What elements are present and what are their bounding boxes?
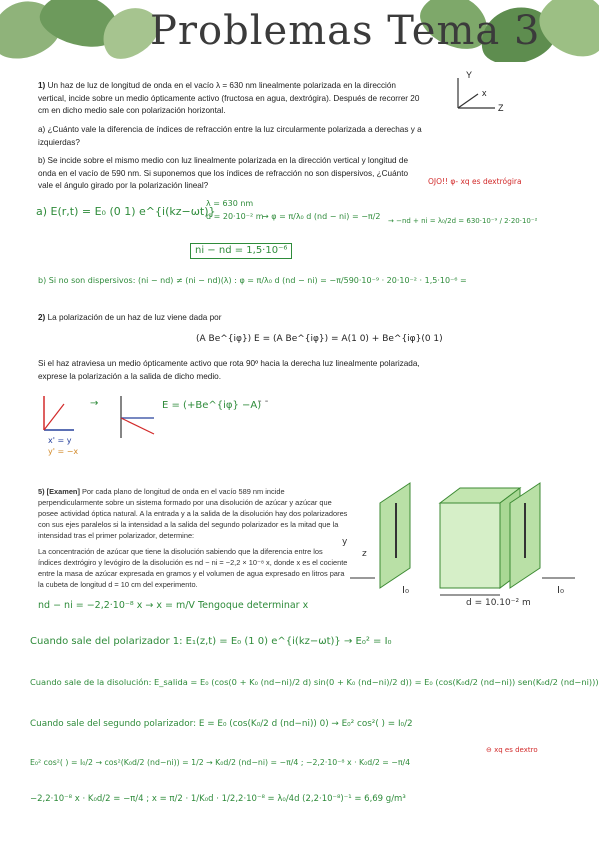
distance-label: d = 10.10⁻² m [466,598,531,608]
hw3-line6: −2,2·10⁻⁸ x · K₀d/2 = −π/4 ; x = π/2 · 1/K₀d · 1/2,2·10⁻⁸ = λ₀/4d (2,2·10⁻⁸)⁻¹ = 6,69 g/m³ [30,794,406,804]
hw-index-calc: → −nd + ni = λ₀/2d = 630·10⁻⁹ / 2·20·10⁻² [388,217,538,225]
hw-map-x: x' = y [48,436,72,445]
problem-number: 1) [38,81,46,90]
problem-1-a: a) ¿Cuánto vale la diferencia de índices de refracción entre la luz circularmente polarizada a derechas y a izquierdas? [38,125,422,147]
hw-map-y: y' = −x [48,447,79,456]
intensity-out-label: I₀ [557,585,564,596]
hw3-line2: Cuando sale del polarizador 1: E₁(z,t) = E₀ (1 0) e^{i(kz−ωt)} → E₀² = I₀ [30,636,392,647]
problem-number: 5) [38,487,45,496]
note-dextrogira: OJO!! φ- xq es dextrógira [428,177,522,186]
intensity-in-label: I₀ [402,585,409,596]
hw-lambda: λ = 630 nm [206,199,254,208]
problem-1-intro: 1) Un haz de luz de longitud de onda en el vacío λ = 630 nm linealmente polarizada en la dirección vertical, incide sobre un medio ópticamente activo (fructosa en agua, dextrógira). Después de recorrer 20 cm en dicho medio sale con polarización horizontal. [38,81,420,115]
problem-2-question: Si el haz atraviesa un medio ópticamente activo que rota 90º hacia la derecha luz linealmente polarizada, exprese la polarización a la salida de dicho medio. [38,359,420,381]
exam-label: [Examen] [46,487,80,496]
hw3-line3: Cuando sale de la disolución: E_salida = E₀ (cos(0 + K₀ (nd−ni)/2 d) sin(0 + K₀ (nd−ni)/2 d)) = E₀ (cos(K₀d/2 (nd−ni)) sen(K₀d/2 (nd−ni))) [30,677,599,687]
problem-number: 2) [38,313,46,322]
problem-5-question: La concentración de azúcar que tiene la disolución sabiendo que la diferencia entre los índices dextrógiro y levógiro de la disolución es nd − ni = −2,2 × 10⁻⁸ x, donde x es el cociente entre la masa de azúcar expresada en gramos y el volumen de agua expresado en litros para la cubeta de longitud d = 10 cm del experimento. [38,547,348,589]
axis-y-label-diagram: y [342,537,348,547]
axis-y-label: Y [466,70,473,80]
hw3-line1: nd − ni = −2,2·10⁻⁸ x → x = m/V Tengoque determinar x [38,600,309,611]
hw3-line4: Cuando sale del segundo polarizador: E = E₀ (cos(K₀/2 d (nd−ni)) 0) → E₀² cos²( ) = I₀/2 [30,719,413,729]
hw3-line5: E₀² cos²( ) = I₀/2 → cos²(K₀d/2 (nd−ni)) = 1/2 → K₀d/2 (nd−ni) = −π/4 ; −2,2·10⁻⁸ x · K₀d/2 = −π/4 [30,758,411,767]
hw-boxed-result: ni − nd = 1,5·10⁻⁶ [190,243,292,259]
hw-phase-formula: → φ = π/λ₀ d (nd − ni) = −π/2 [262,212,381,221]
hw-b-line: b) Si no son dispersivos: (ni − nd) ≠ (ni − nd)(λ) : φ = π/λ₀ d (nd − ni) = −π/590·10⁻⁹ · 20·10⁻² · 1,5·10⁻⁶ = [38,276,467,285]
hw-a-field: a) E(r,t) = E₀ (0 1) e^{i(kz−ωt)} [36,205,216,218]
hw-dash: - - [258,396,269,407]
axis-x-label: x [482,88,487,98]
hw-distance: d = 20·10⁻² m [206,212,264,221]
page-title: Problemas Tema 3 [150,8,541,54]
polarization-matrix: (A Be^{iφ}) E = (A Be^{iφ}) = A(1 0) + Be^{iφ}(0 1) [196,334,443,344]
problem-5-text: 5) [Examen] Por cada plano de longitud de onda en el vacío 589 nm incide perpendicularmente sobre un sistema formado por una disolución de azúcar y azúcar que posee actividad óptica natural. A la entrada y a la salida de la disolución hay dos polarizadores con sus ejes paralelos si la intensidad a la salida del segundo polarizador es la mitad que la intensidad tras el primer polarizador, determine: [38,487,348,540]
hw-rotated-field: E = (+Be^{iφ} −A) [162,400,262,411]
axis-z-label: Z [498,103,504,113]
polarizer-diagram [350,478,590,608]
hw3-note-dextro: ⊖ xq es dextro [486,746,538,754]
arrow-symbol: → [90,398,99,409]
axis-z-label-diagram: z [362,549,367,559]
title-banner [0,0,599,62]
problem-1-b: b) Se incide sobre el mismo medio con luz linealmente polarizada en la dirección vertical y longitud de onda en el vacío de 590 nm. Si suponemos que los índices de refracción no son dispersivos, ¿Cuánto vale el ángulo girado por la polarización lineal? [38,156,409,190]
problem-2-intro: 2) La polarización de un haz de luz viene dada por [38,313,222,322]
